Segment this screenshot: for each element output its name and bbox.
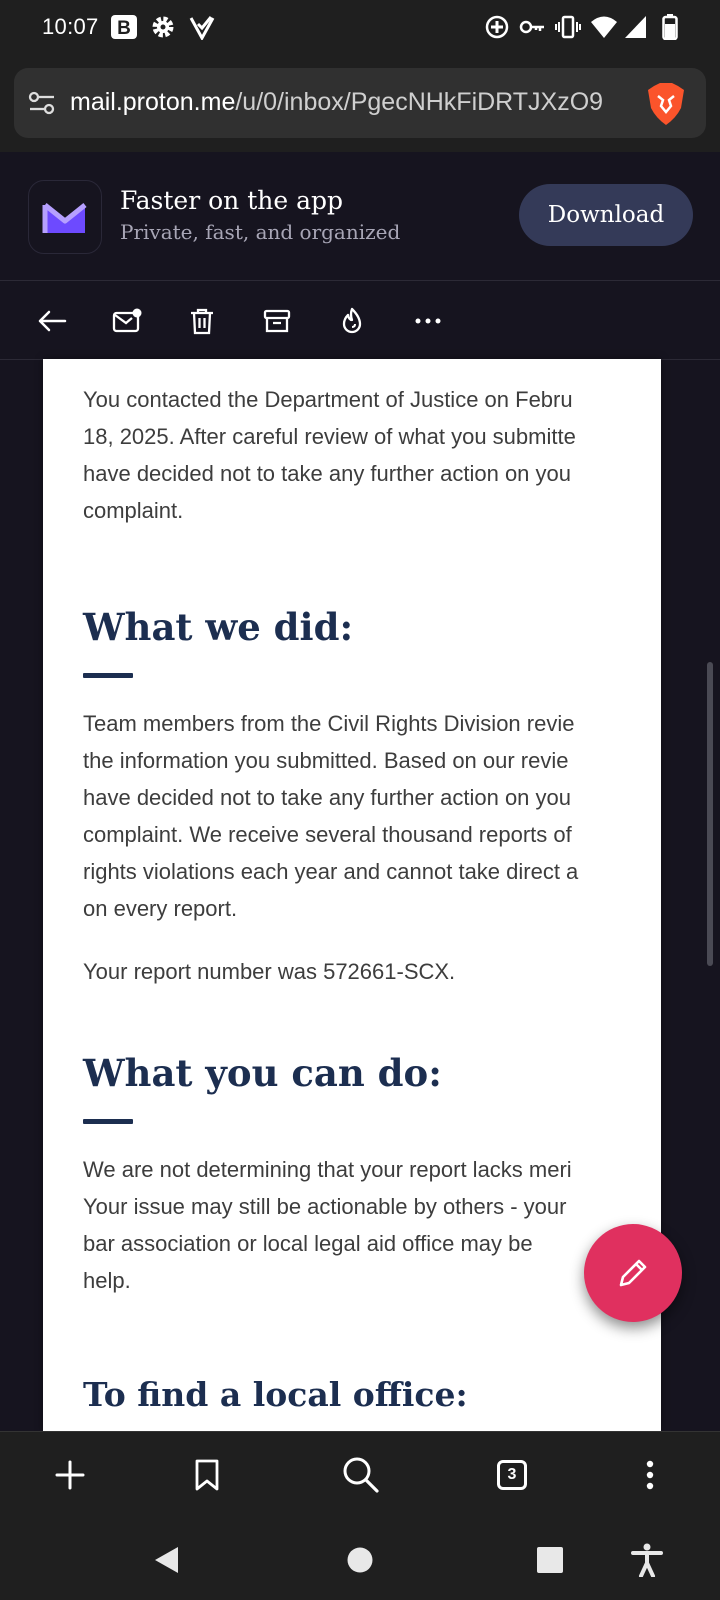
site-settings-icon[interactable] [28,90,56,116]
message-toolbar [0,281,720,360]
svg-text:B: B [117,18,131,39]
heading-underline [83,1119,133,1124]
compose-button[interactable] [584,1224,682,1322]
system-nav-bar [0,1518,720,1600]
wifi-icon [590,14,618,40]
vpn-plus-icon [484,14,510,40]
text-line: on every report. [83,896,238,921]
scrollbar[interactable] [707,662,713,966]
nav-home-icon[interactable] [340,1540,380,1580]
text-line: rights violations each year and cannot take direct a [83,859,579,884]
back-arrow-icon[interactable] [34,303,70,339]
key-icon [518,14,546,40]
burn-icon[interactable] [334,303,370,339]
battery-icon [662,14,678,40]
text-line: have decided not to take any further action on you [83,785,571,810]
text-line: help. [83,1268,131,1293]
plus-icon[interactable] [47,1452,93,1498]
text-line: Your issue may still be actionable by others - your [83,1194,567,1219]
address-bar[interactable] [14,68,706,138]
report-number-paragraph [83,953,661,990]
more-vertical-icon[interactable] [627,1452,673,1498]
text-line: bar association or local legal aid office may be [83,1231,533,1256]
text-line: 18, 2025. After careful review of what you submitte [83,424,576,449]
signal-icon [624,14,648,40]
browser-address-area [0,54,720,152]
text-line: You contacted the Department of Justice on Febru [83,387,573,412]
email-body [43,359,661,1431]
banner-subtitle: Private, fast, and organized [120,220,401,244]
text-line: the information you submitted. Based on our revie [83,748,569,773]
text-line: have decided not to take any further action on you [83,461,571,486]
text-line: We are not determining that your report lacks meri [83,1157,572,1182]
mark-unread-icon[interactable] [109,303,145,339]
what-you-can-do-paragraph [83,1151,661,1299]
heading-underline [83,673,133,678]
report-number: Your report number was 572661-SCX. [83,959,456,984]
nav-back-icon[interactable] [146,1540,186,1580]
browser-bottom-bar [0,1431,720,1518]
banner-title: Faster on the app [120,186,344,215]
archive-icon[interactable] [259,303,295,339]
nav-recents-icon[interactable] [530,1540,570,1580]
pencil-icon [615,1255,651,1291]
text-line: complaint. [83,498,184,523]
heading-what-you-can-do: What you can do: [83,1051,442,1095]
tabs-icon[interactable] [489,1452,535,1498]
more-horizontal-icon[interactable] [410,303,446,339]
text-line: Team members from the Civil Rights Division revie [83,711,575,736]
heading-find-local-office: To find a local office: [83,1375,468,1414]
intro-paragraph [83,381,661,529]
url-text[interactable] [70,88,642,117]
url-path: /u/0/inbox/PgecNHkFiDRTJXzO9 [235,88,604,116]
app-banner [0,152,720,281]
download-button[interactable]: Download [519,184,693,246]
tab-count: 3 [497,1460,527,1490]
status-time: 10:07 [42,14,99,39]
heading-what-we-did: What we did: [83,605,354,649]
gear-icon [150,14,176,40]
brave-lion-icon[interactable] [646,82,686,126]
check-shield-icon [188,14,216,40]
accessibility-icon[interactable] [627,1540,667,1580]
what-we-did-paragraph [83,705,661,927]
search-icon[interactable] [338,1452,384,1498]
proton-mail-logo [28,180,102,254]
text-line: complaint. We receive several thousand reports of [83,822,572,847]
bookmark-icon[interactable] [184,1452,230,1498]
status-bar [0,0,720,54]
b-app-icon [110,14,138,40]
trash-icon[interactable] [184,303,220,339]
vibrate-icon [554,14,582,40]
url-host: mail.proton.me [70,88,236,116]
